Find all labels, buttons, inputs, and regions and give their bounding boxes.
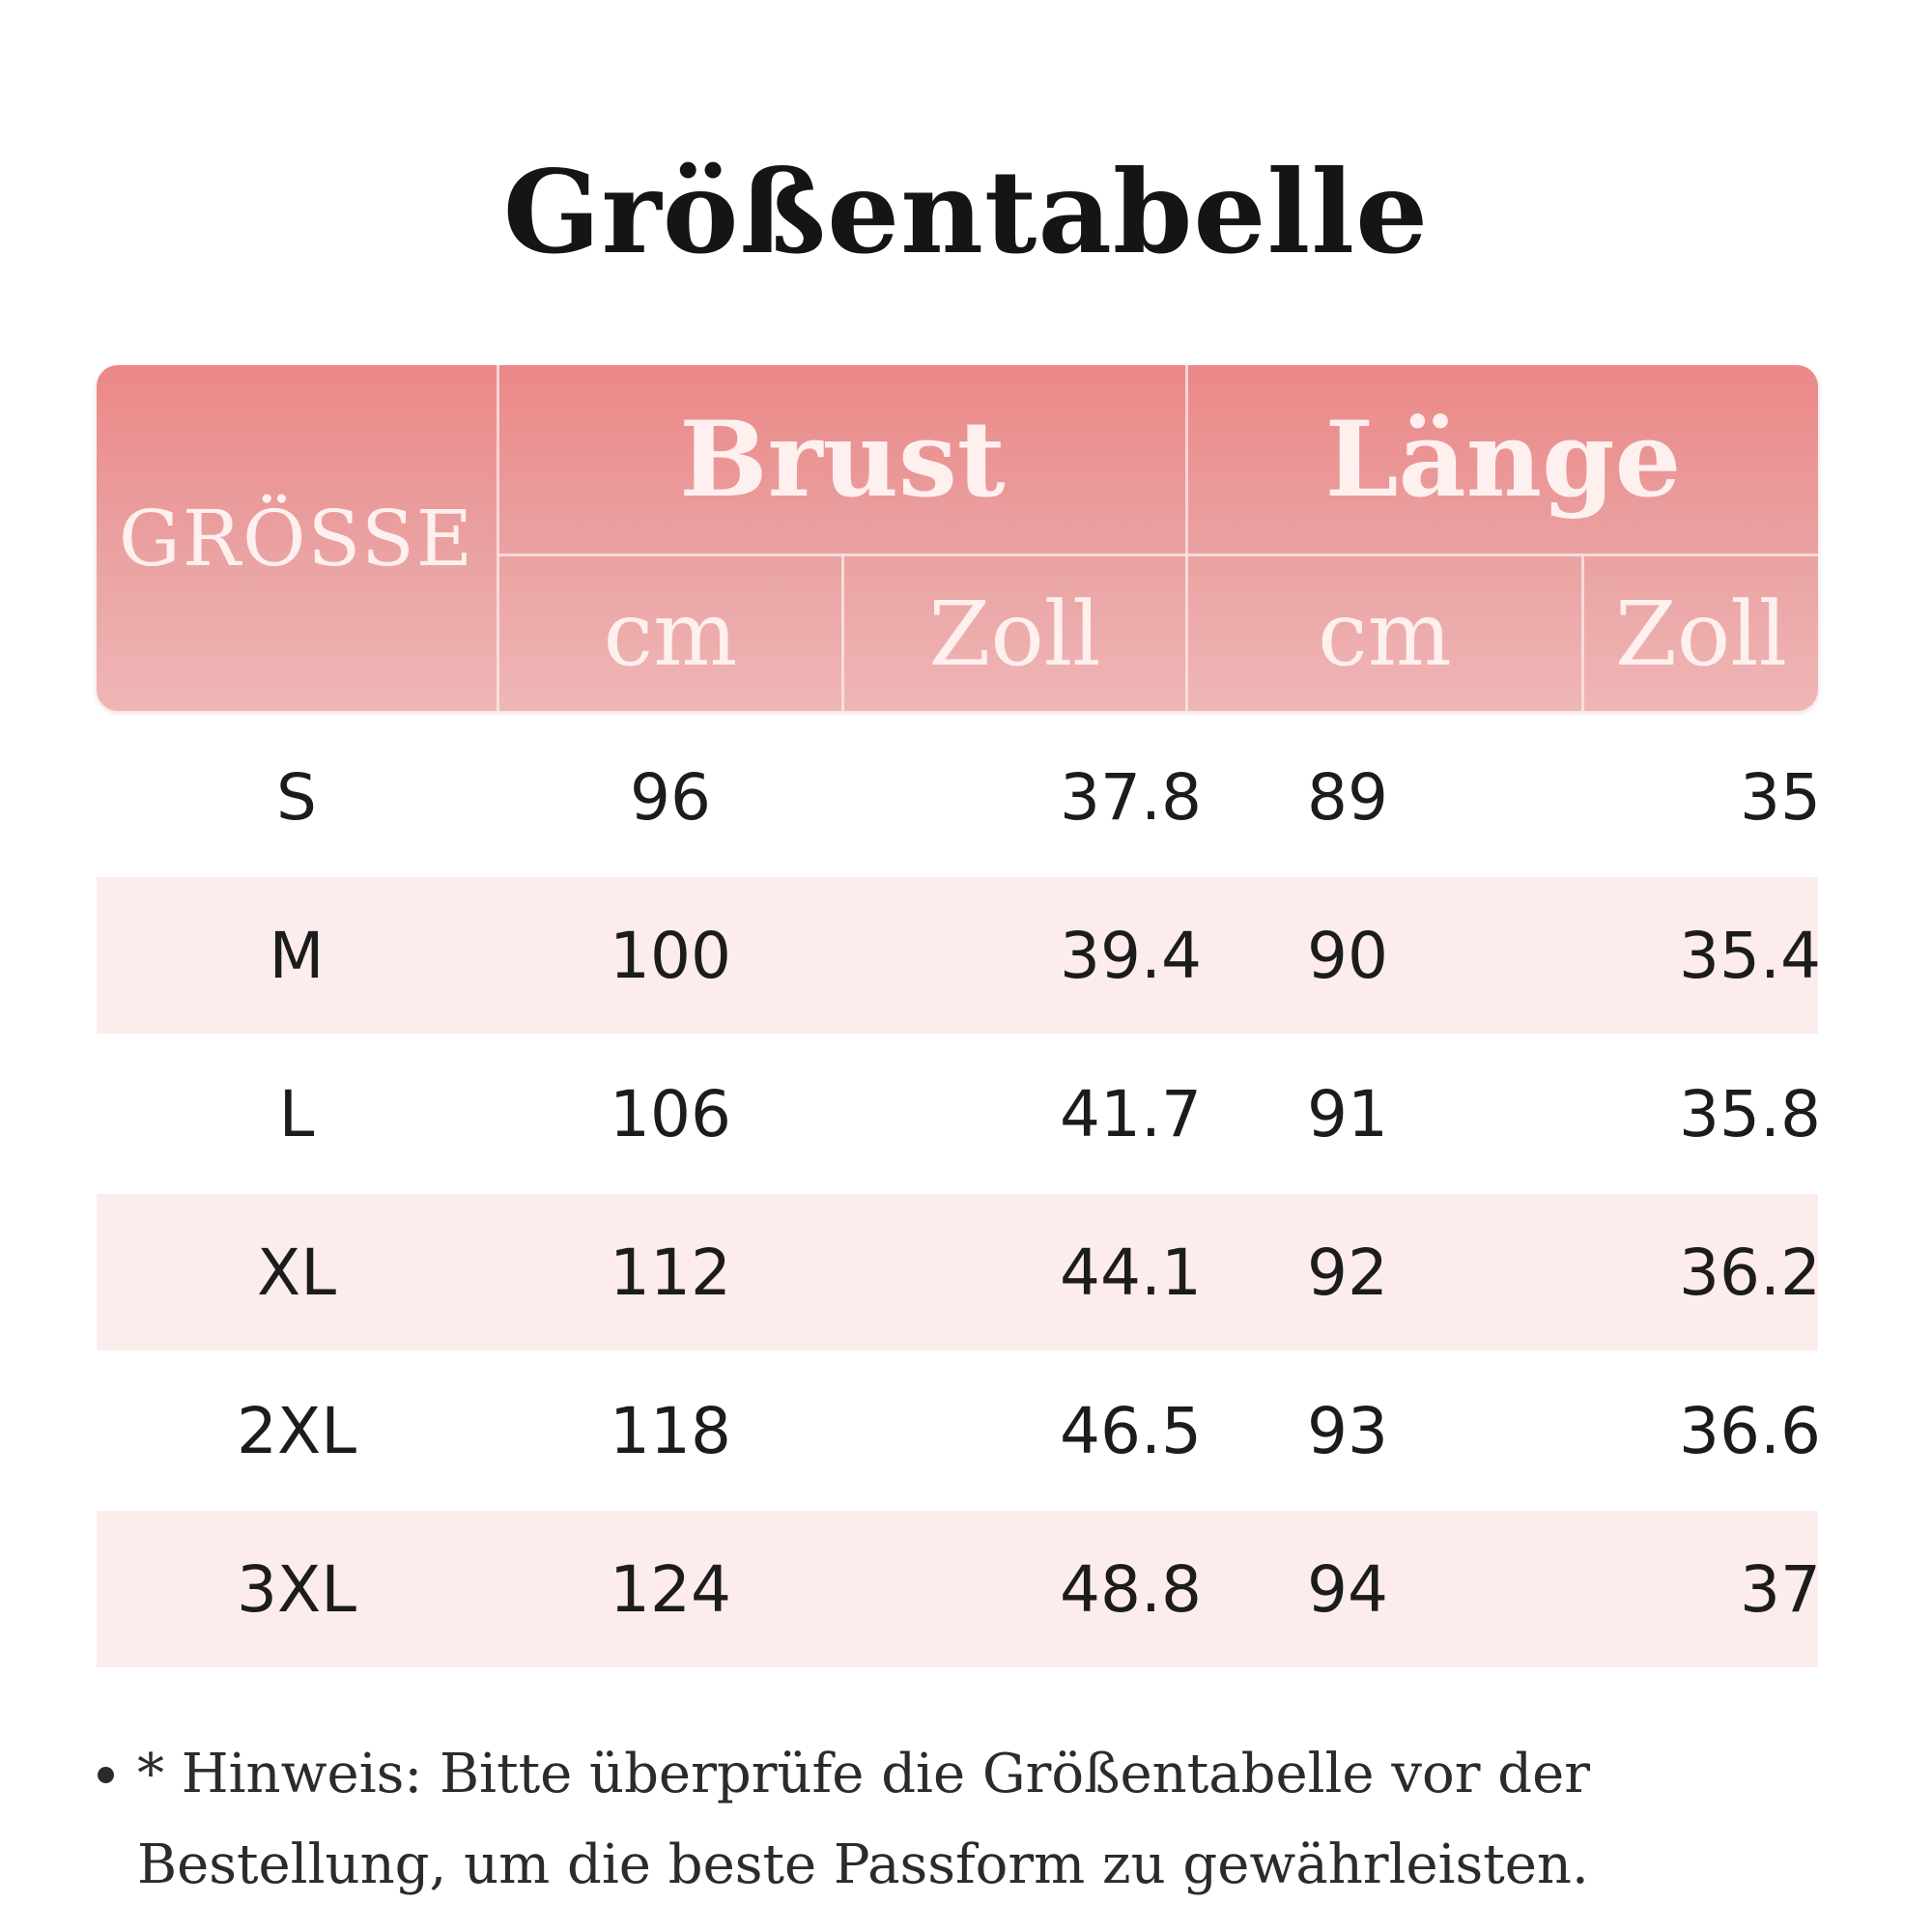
cell-laenge-cm: 91: [1307, 1076, 1388, 1151]
cell-brust-cm: 118: [610, 1393, 731, 1468]
cell-brust-cm: 100: [610, 918, 731, 993]
cell-laenge-zoll: 35.8: [1679, 1076, 1821, 1151]
cell-brust-zoll: 46.5: [1060, 1393, 1202, 1468]
cell-laenge-cm: 94: [1307, 1551, 1388, 1627]
note-list: [87, 1729, 1826, 1911]
cell-brust-zoll: 39.4: [1060, 918, 1202, 993]
table-row: [97, 877, 1821, 1034]
table-row: [97, 1352, 1821, 1509]
note-section: [87, 1729, 1826, 1911]
cell-laenge-cm: 90: [1307, 918, 1388, 993]
header-laenge-cm: cm: [1318, 582, 1452, 686]
header-laenge: Länge: [1324, 398, 1682, 521]
cell-brust-zoll: 48.8: [1060, 1551, 1202, 1627]
cell-size: S: [276, 759, 317, 835]
cell-brust-cm: 106: [610, 1076, 731, 1151]
cell-size: L: [278, 1076, 315, 1151]
table-header: [97, 365, 1818, 711]
cell-laenge-zoll: 36.6: [1679, 1393, 1821, 1468]
table-row: [97, 719, 1821, 875]
cell-laenge-zoll: 35: [1740, 759, 1821, 835]
cell-size: 3XL: [237, 1551, 356, 1627]
table-row: [97, 1194, 1821, 1350]
page-title: Größentabelle: [502, 145, 1430, 279]
note-text: • * Hinweis: Bitte überprüfe die Größentabelle vor der Bestellung, um die beste Passform zu gewährleisten.: [137, 1729, 1826, 1911]
cell-laenge-cm: 93: [1307, 1393, 1388, 1468]
cell-size: XL: [257, 1235, 336, 1310]
cell-brust-zoll: 37.8: [1060, 759, 1202, 835]
header-brust-cm: cm: [603, 582, 738, 686]
cell-brust-zoll: 41.7: [1060, 1076, 1202, 1151]
cell-brust-cm: 112: [610, 1235, 731, 1310]
cell-laenge-zoll: 36.2: [1679, 1235, 1821, 1310]
cell-laenge-cm: 89: [1307, 759, 1388, 835]
cell-size: 2XL: [237, 1393, 356, 1468]
header-laenge-zoll: Zoll: [1614, 582, 1788, 686]
header-size: GRÖSSE: [118, 493, 475, 583]
table-row: [97, 1511, 1821, 1667]
cell-laenge-zoll: 37: [1740, 1551, 1821, 1627]
cell-brust-cm: 96: [630, 759, 711, 835]
cell-laenge-cm: 92: [1307, 1235, 1388, 1310]
cell-brust-cm: 124: [610, 1551, 731, 1627]
cell-laenge-zoll: 35.4: [1679, 918, 1821, 993]
header-brust-zoll: Zoll: [928, 582, 1101, 686]
table-row: [97, 1036, 1821, 1192]
header-brust: Brust: [679, 398, 1006, 521]
cell-size: M: [269, 918, 325, 993]
cell-brust-zoll: 44.1: [1060, 1235, 1202, 1310]
